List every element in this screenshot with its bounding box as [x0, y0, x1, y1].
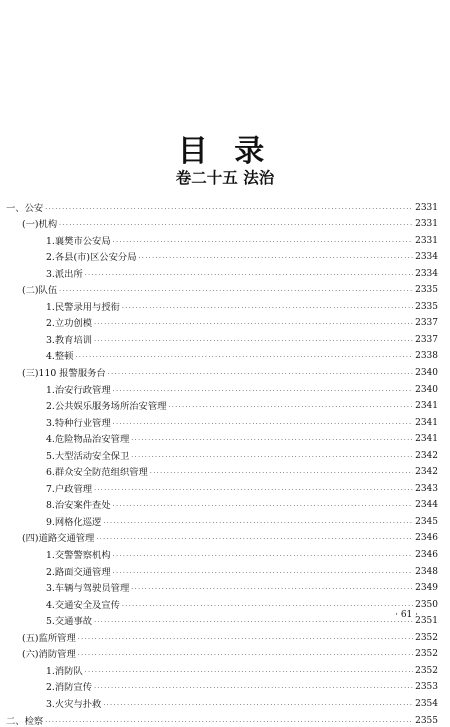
toc-entry-page: 2346 — [415, 533, 438, 544]
toc-entry — [6, 594, 438, 611]
toc-entry — [6, 578, 438, 595]
dot-leader — [113, 238, 413, 247]
toc-entry-page: 2348 — [415, 566, 438, 577]
toc-entry — [6, 528, 438, 545]
toc-entry-label: 3.车辆与驾驶员管理 — [46, 583, 130, 595]
toc-entry-label: 3.派出所 — [46, 268, 83, 280]
toc-entry — [6, 346, 438, 363]
toc-entry — [6, 495, 438, 512]
toc-entry-label: 1.治安行政管理 — [46, 384, 111, 396]
toc-entry — [6, 396, 438, 413]
dot-leader — [78, 651, 413, 660]
toc-entry — [6, 329, 438, 346]
toc-entry-page: 2335 — [415, 301, 438, 312]
toc-entry-page: 2344 — [415, 500, 438, 511]
dot-leader — [103, 701, 413, 710]
toc-entry-label: 1.消防队 — [46, 665, 83, 677]
toc-entry — [6, 611, 438, 628]
toc-entry — [6, 280, 438, 297]
toc-entry — [6, 197, 438, 214]
toc-entry — [6, 644, 438, 661]
toc-entry-page: 2331 — [415, 219, 438, 230]
toc-entry — [6, 478, 438, 495]
toc-entry — [6, 263, 438, 280]
toc-entry-page: 2352 — [415, 665, 438, 676]
toc-entry-label: (六)消防管理 — [22, 649, 76, 661]
dot-leader — [96, 535, 413, 544]
toc-entry-label: 1.襄樊市公安局 — [46, 235, 111, 247]
toc-entry — [6, 710, 438, 727]
toc-entry — [6, 660, 438, 677]
toc-entry — [6, 379, 438, 396]
toc-entry-page: 2352 — [415, 649, 438, 660]
toc-entry-page: 2355 — [415, 715, 438, 726]
toc-entry-label: 2.公共娱乐服务场所治安管理 — [46, 401, 167, 413]
dot-leader — [59, 287, 413, 296]
toc-entry — [6, 313, 438, 330]
toc-entry — [6, 247, 438, 264]
dot-leader — [168, 403, 413, 412]
page-title: 目 录 — [177, 134, 273, 169]
toc-entry — [6, 445, 438, 462]
dot-leader — [131, 585, 413, 594]
toc-entry-page: 2345 — [415, 516, 438, 527]
toc-entry-label: 9.网格化巡逻 — [46, 516, 102, 528]
toc-entry — [6, 296, 438, 313]
dot-leader — [131, 453, 413, 462]
toc-entry — [6, 230, 438, 247]
dot-leader — [94, 320, 413, 329]
dot-leader — [150, 469, 413, 478]
toc-entry — [6, 693, 438, 710]
toc-entry-label: 5.交通事故 — [46, 616, 93, 628]
toc-entry-page: 2337 — [415, 334, 438, 345]
toc-entry-page: 2340 — [415, 384, 438, 395]
dot-leader — [131, 436, 413, 445]
dot-leader — [59, 221, 413, 230]
toc-entry — [6, 511, 438, 528]
toc-entry-page: 2335 — [415, 285, 438, 296]
dot-leader — [113, 569, 413, 578]
toc-entry — [6, 544, 438, 561]
toc-entry-label: 8.治安案件查处 — [46, 500, 111, 512]
toc-entry-page: 2334 — [415, 252, 438, 263]
dot-leader — [94, 486, 413, 495]
dot-leader — [113, 502, 413, 511]
toc-entry-page: 2352 — [415, 632, 438, 643]
toc-entry-page: 2354 — [415, 698, 438, 709]
toc-entry — [6, 429, 438, 446]
dot-leader — [113, 552, 413, 561]
toc-entry — [6, 362, 438, 379]
toc-entry-label: 2.各县(市)区公安分局 — [46, 252, 137, 264]
toc-entry — [6, 214, 438, 231]
dot-leader — [122, 304, 413, 313]
toc-entry-label: (五)监所管理 — [22, 632, 76, 644]
toc-entry-page: 2341 — [415, 401, 438, 412]
dot-leader — [85, 271, 413, 280]
dot-leader — [75, 353, 413, 362]
toc-entry-page: 2331 — [415, 235, 438, 246]
toc-entry-label: (一)机构 — [22, 219, 58, 231]
toc-entry — [6, 627, 438, 644]
dot-leader — [108, 370, 413, 379]
dot-leader — [94, 618, 413, 627]
toc-entry-page: 2349 — [415, 583, 438, 594]
toc-entry-label: (四)道路交通管理 — [22, 533, 95, 545]
toc-entry-page: 2343 — [415, 483, 438, 494]
toc-entry-page: 2342 — [415, 467, 438, 478]
toc-entry-label: 2.消防宣传 — [46, 682, 93, 694]
table-of-contents — [6, 197, 438, 727]
toc-entry-label: 4.危险物品治安管理 — [46, 434, 130, 446]
toc-entry-label: 二、检察 — [6, 715, 44, 727]
dot-leader — [78, 635, 413, 644]
dot-leader — [103, 519, 413, 528]
toc-entry-label: (三)110 报警服务台 — [22, 368, 106, 380]
toc-entry-label: 6.群众安全防范组织管理 — [46, 467, 148, 479]
toc-entry-label: 1.民警录用与授衔 — [46, 301, 120, 313]
toc-entry-page: 2353 — [415, 682, 438, 693]
toc-entry-label: (二)队伍 — [22, 285, 58, 297]
toc-entry — [6, 462, 438, 479]
toc-entry-label: 4.整顿 — [46, 351, 74, 363]
dot-leader — [85, 668, 413, 677]
toc-entry-page: 2351 — [415, 616, 438, 627]
toc-entry-label: 2.立功创模 — [46, 318, 93, 330]
toc-entry-page: 2346 — [415, 550, 438, 561]
dot-leader — [45, 205, 413, 214]
toc-entry-label: 一、公安 — [6, 202, 44, 214]
toc-entry-page: 2341 — [415, 417, 438, 428]
toc-entry-page: 2350 — [415, 599, 438, 610]
toc-entry — [6, 677, 438, 694]
toc-entry-label: 3.火灾与扑救 — [46, 698, 102, 710]
toc-entry-page: 2340 — [415, 368, 438, 379]
page-number: · 61 · — [395, 610, 418, 620]
toc-entry — [6, 412, 438, 429]
dot-leader — [94, 337, 413, 346]
toc-entry-label: 5.大型活动安全保卫 — [46, 450, 130, 462]
toc-entry-label: 3.特种行业管理 — [46, 417, 111, 429]
toc-entry-label: 7.户政管理 — [46, 483, 93, 495]
toc-entry-page: 2334 — [415, 268, 438, 279]
dot-leader — [45, 718, 413, 727]
toc-entry-label: 4.交通安全及宣传 — [46, 599, 120, 611]
toc-entry-label: 2.路面交通管理 — [46, 566, 111, 578]
toc-entry-label: 3.教育培训 — [46, 334, 93, 346]
toc-entry-page: 2337 — [415, 318, 438, 329]
toc-entry-page: 2331 — [415, 202, 438, 213]
dot-leader — [113, 420, 413, 429]
toc-entry — [6, 561, 438, 578]
toc-entry-page: 2338 — [415, 351, 438, 362]
volume-subtitle: 卷二十五 法治 — [175, 169, 275, 187]
dot-leader — [122, 602, 413, 611]
toc-entry-label: 1.交警警察机构 — [46, 550, 111, 562]
toc-entry-page: 2342 — [415, 450, 438, 461]
toc-entry-page: 2341 — [415, 434, 438, 445]
dot-leader — [113, 387, 413, 396]
dot-leader — [139, 254, 414, 263]
dot-leader — [94, 684, 413, 693]
